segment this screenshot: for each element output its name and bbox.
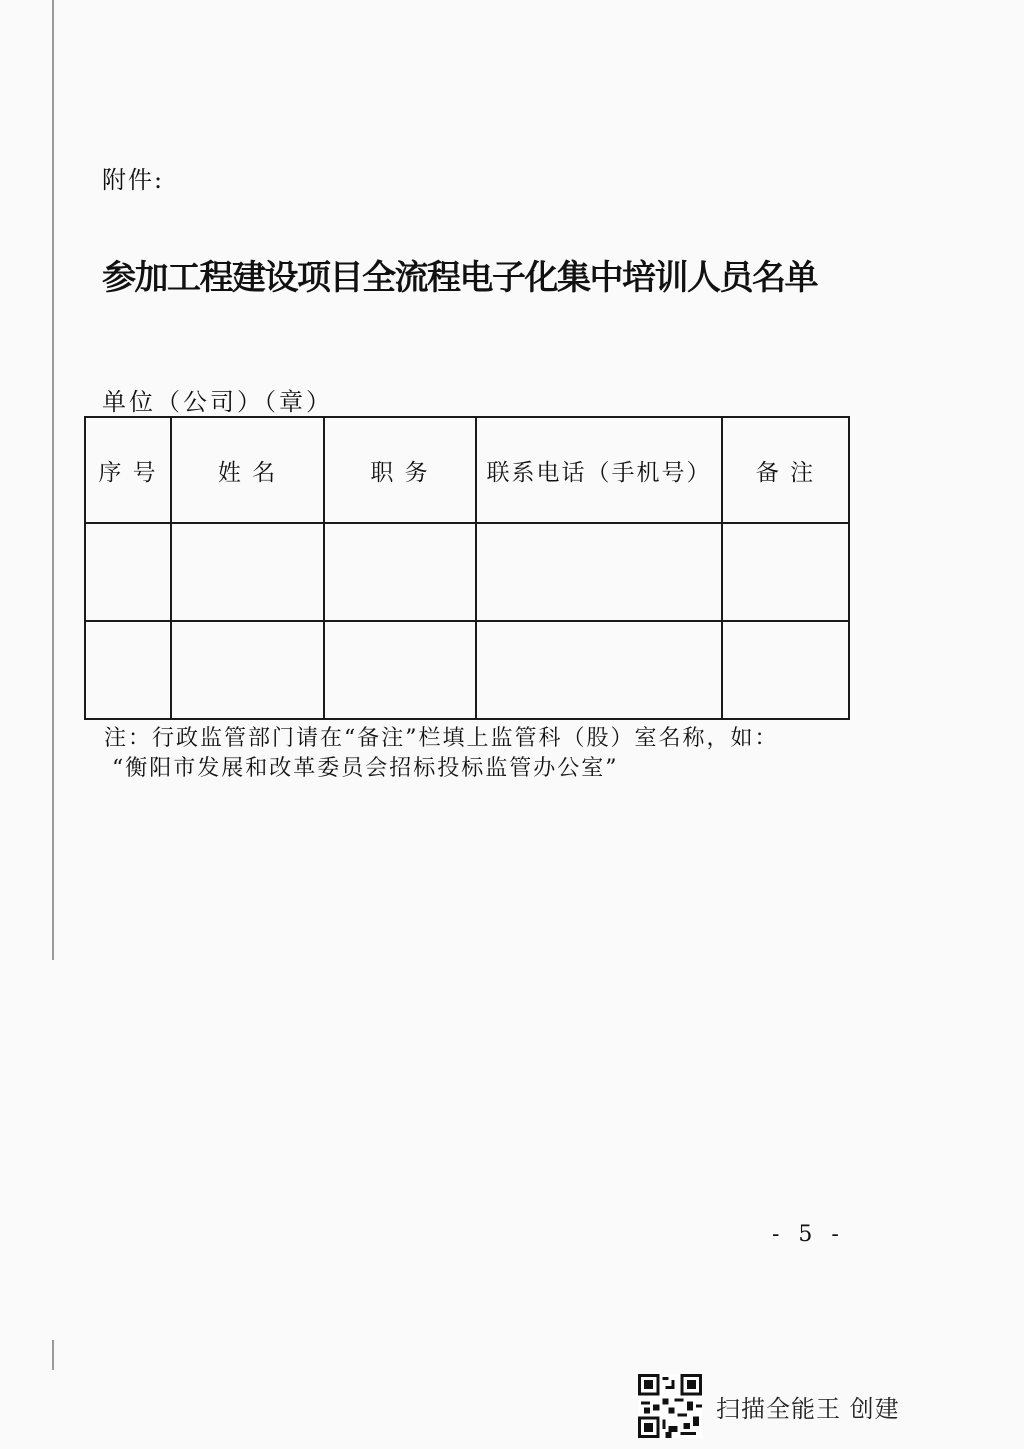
table-cell[interactable] xyxy=(476,523,722,621)
scanner-watermark xyxy=(638,1374,900,1438)
roster-table xyxy=(84,416,850,720)
header-remarks: 备 注 xyxy=(722,417,849,523)
header-position: 职 务 xyxy=(324,417,476,523)
unit-company-seal-label: 单位（公司）（章） xyxy=(102,388,333,416)
table-row xyxy=(85,523,849,621)
header-phone: 联系电话（手机号） xyxy=(476,417,722,523)
table-cell[interactable] xyxy=(171,621,324,719)
scanner-watermark-text: 扫描全能王 创建 xyxy=(716,1394,900,1423)
table-cell[interactable] xyxy=(722,621,849,719)
table-header-row xyxy=(85,417,849,523)
scan-edge-line-lower xyxy=(52,1340,54,1370)
footnote xyxy=(104,724,779,784)
footnote-line-2: “衡阳市发展和改革委员会招标投标监管办公室” xyxy=(112,756,619,781)
table-cell[interactable] xyxy=(722,523,849,621)
table-cell[interactable] xyxy=(85,621,171,719)
table-cell[interactable] xyxy=(476,621,722,719)
page-number: - 5 - xyxy=(772,1222,845,1247)
scan-edge-line xyxy=(52,0,54,960)
header-serial-number: 序 号 xyxy=(85,417,171,523)
table-cell[interactable] xyxy=(324,621,476,719)
footnote-line-1: 注：行政监管部门请在“备注”栏填上监管科（股）室名称，如： xyxy=(104,726,779,751)
document-title: 参加工程建设项目全流程电子化集中培训人员名单 xyxy=(102,258,817,298)
attachment-label: 附件: xyxy=(102,166,165,194)
table-cell[interactable] xyxy=(85,523,171,621)
table-cell[interactable] xyxy=(324,523,476,621)
table-cell[interactable] xyxy=(171,523,324,621)
table-row xyxy=(85,621,849,719)
header-name: 姓 名 xyxy=(171,417,324,523)
qr-code-icon xyxy=(638,1374,702,1438)
